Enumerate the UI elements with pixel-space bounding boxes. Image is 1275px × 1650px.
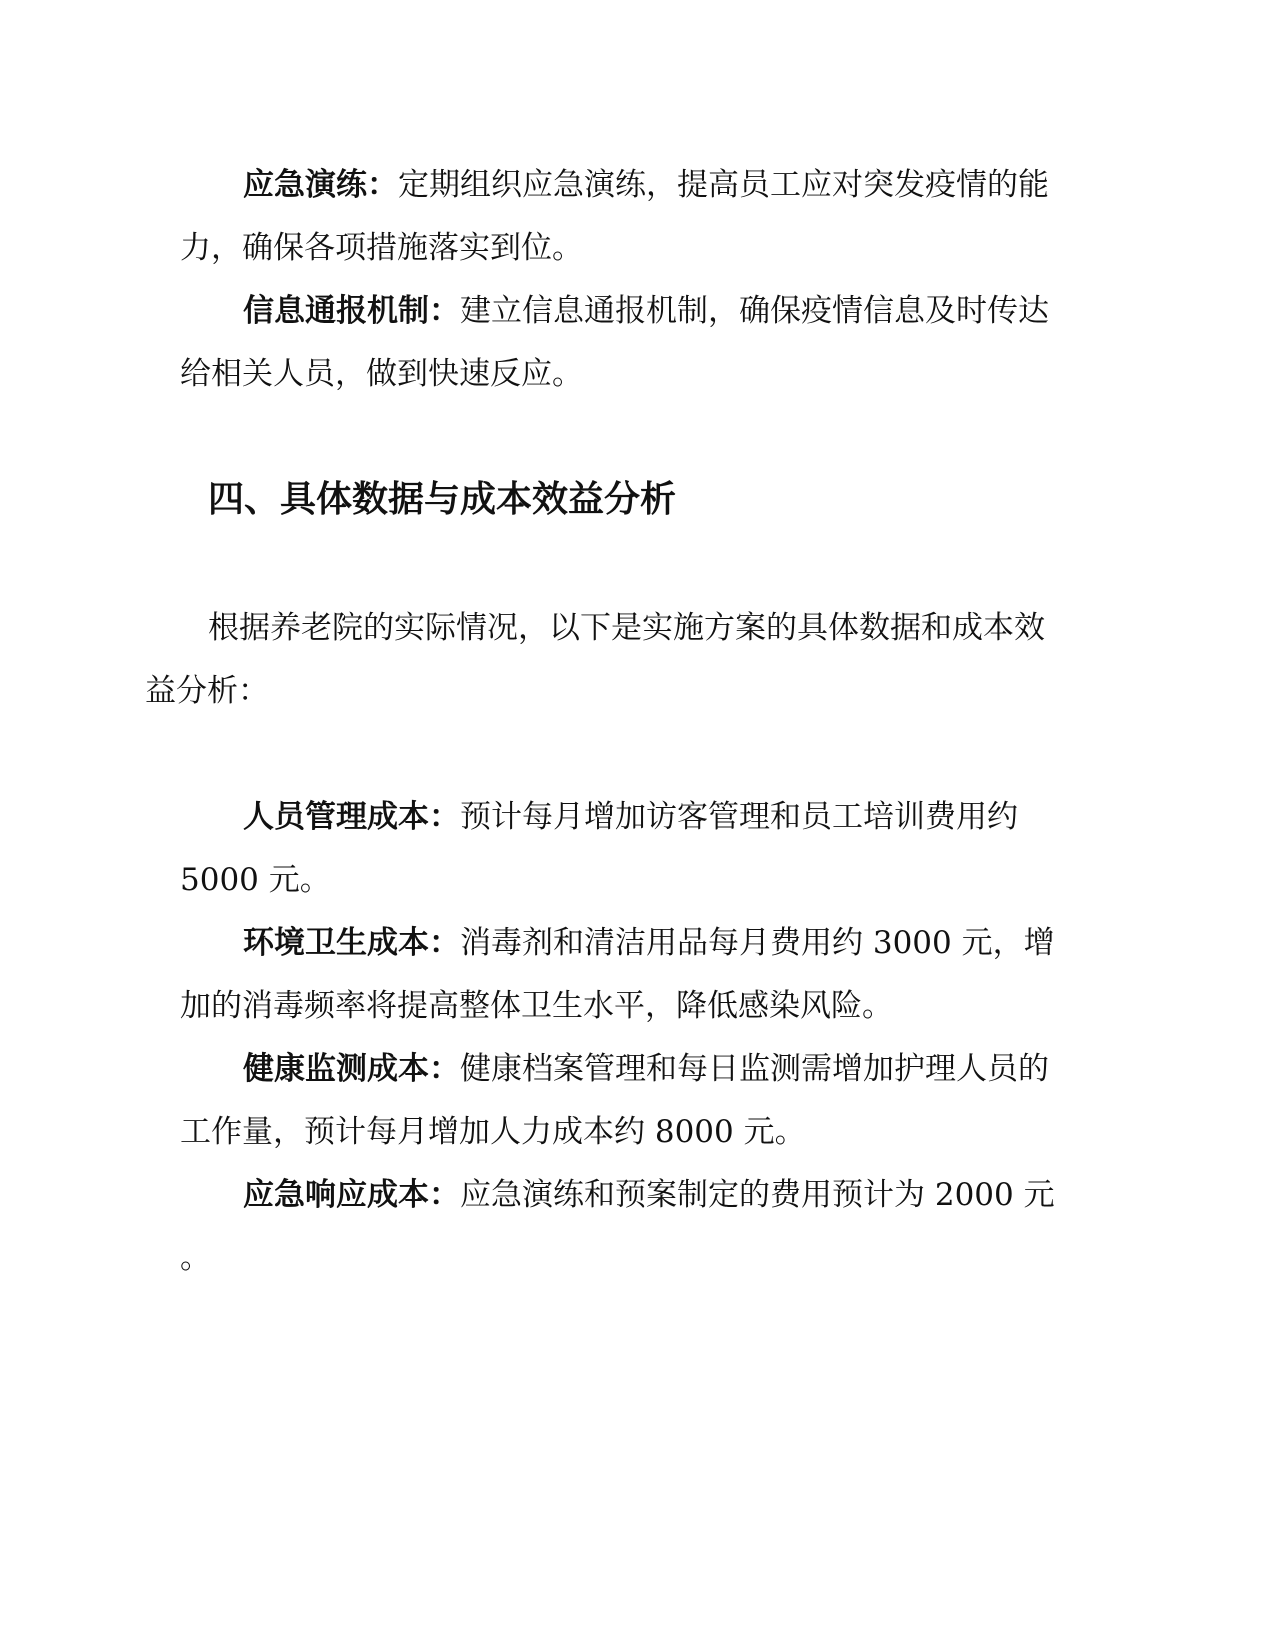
intro-paragraph-line2: 益分析： <box>145 673 269 709</box>
term-label: 健康监测成本： <box>243 1051 460 1087</box>
cost-item-hygiene-line2: 加的消毒频率将提高整体卫生水平，降低感染风险。 <box>180 988 893 1024</box>
paragraph-info-report-line1 <box>243 291 1049 331</box>
cost-item-health-line1 <box>243 1049 1049 1089</box>
paragraph-emergency-drill-line2: 力，确保各项措施落实到位。 <box>180 230 583 266</box>
term-label: 信息通报机制： <box>243 293 460 329</box>
paragraph-text: 定期组织应急演练，提高员工应对突发疫情的能 <box>398 167 1049 203</box>
paragraph-info-report-line2: 给相关人员，做到快速反应。 <box>180 356 583 392</box>
cost-item-emergency-line1 <box>243 1175 1055 1215</box>
paragraph-text: 应急演练和预案制定的费用预计为 2000 元 <box>460 1177 1055 1213</box>
paragraph-text: 健康档案管理和每日监测需增加护理人员的 <box>460 1051 1049 1087</box>
cost-item-emergency-line2: 。 <box>180 1240 211 1276</box>
term-label: 环境卫生成本： <box>243 925 460 961</box>
paragraph-text: 预计每月增加访客管理和员工培训费用约 <box>460 799 1018 835</box>
paragraph-text: 消毒剂和清洁用品每月费用约 3000 元，增 <box>460 925 1055 961</box>
term-label: 应急演练： <box>243 167 398 203</box>
cost-item-staff-line1 <box>243 797 1018 837</box>
cost-item-hygiene-line1 <box>243 923 1055 963</box>
cost-item-staff-line2: 5000 元。 <box>180 862 331 898</box>
paragraph-text: 建立信息通报机制，确保疫情信息及时传达 <box>460 293 1049 329</box>
intro-paragraph-line1: 根据养老院的实际情况，以下是实施方案的具体数据和成本效 <box>208 610 1045 646</box>
cost-item-health-line2: 工作量，预计每月增加人力成本约 8000 元。 <box>180 1114 806 1150</box>
term-label: 人员管理成本： <box>243 799 460 835</box>
section-heading: 四、具体数据与成本效益分析 <box>208 479 677 520</box>
paragraph-emergency-drill-line1 <box>243 165 1049 205</box>
term-label: 应急响应成本： <box>243 1177 460 1213</box>
